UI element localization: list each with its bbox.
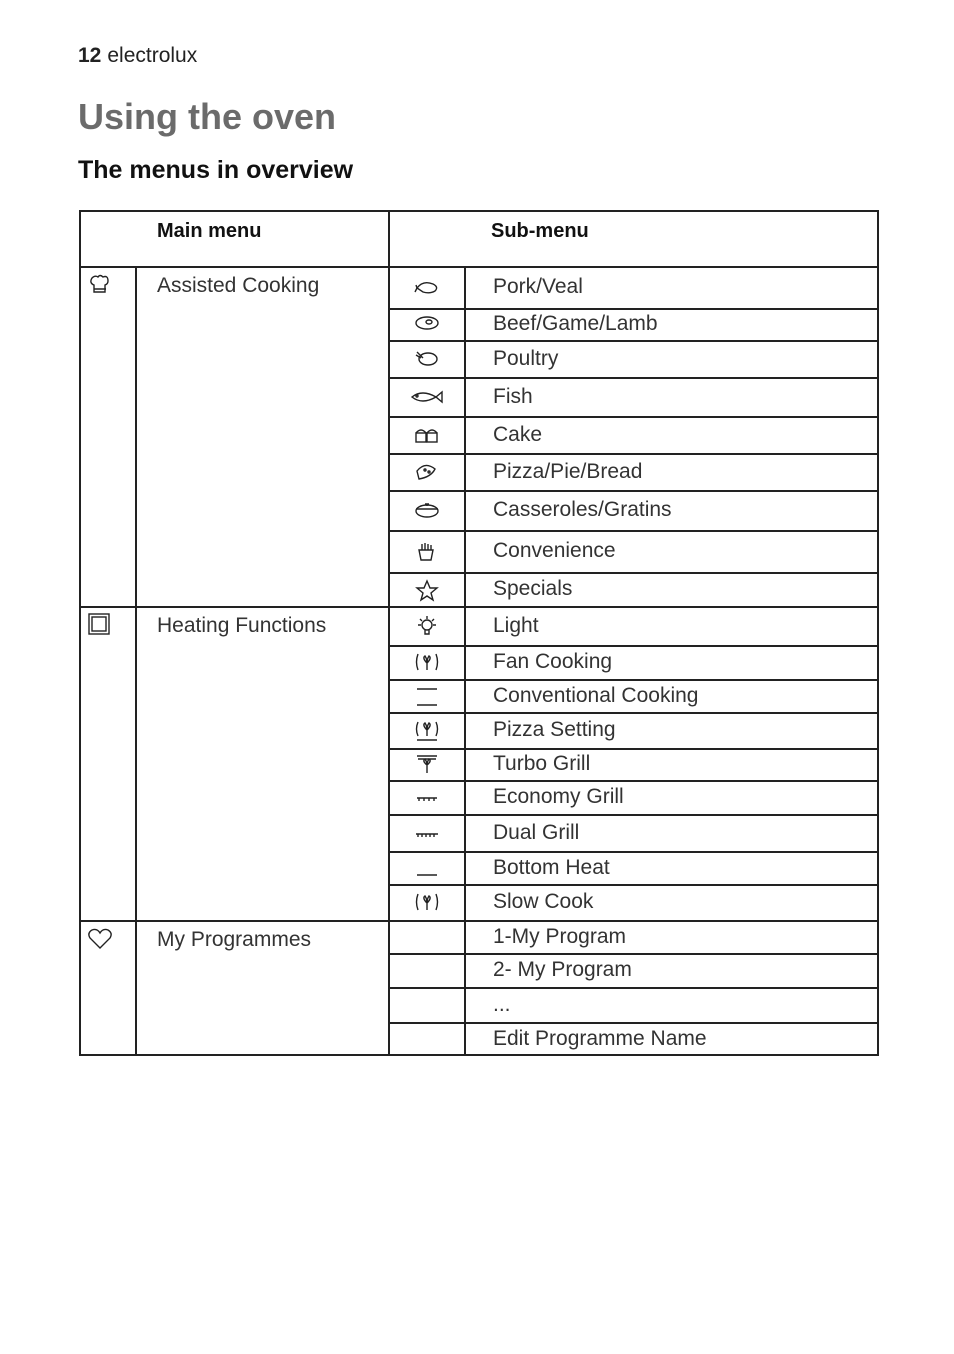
fries-icon xyxy=(390,532,464,572)
main-menu-item: Heating Functions xyxy=(157,614,327,637)
sub-menu-item: Light xyxy=(493,613,539,637)
sub-menu-item: Poultry xyxy=(493,346,559,370)
sub-menu-item: Pizza Setting xyxy=(493,718,616,741)
sub-menu-item: Pork/Veal xyxy=(493,275,583,298)
turbo-grill-icon xyxy=(390,750,464,780)
sub-menu-item: Beef/Game/Lamb xyxy=(493,312,658,335)
sub-menu-item: Conventional Cooking xyxy=(493,683,699,707)
header-divider xyxy=(81,266,877,268)
main-menu-item: My Programmes xyxy=(157,928,312,951)
sub-menu-item: Cake xyxy=(493,422,543,446)
section-title: The menus in overview xyxy=(78,156,354,184)
star-icon xyxy=(390,574,464,606)
sub-menu-item: Economy Grill xyxy=(493,785,624,808)
sub-row-divider xyxy=(388,953,877,955)
oven-icon xyxy=(85,610,115,638)
cake-icon xyxy=(390,418,464,453)
fish-icon xyxy=(390,379,464,416)
sub-menu-item: Turbo Grill xyxy=(493,752,591,775)
pizza-setting-icon xyxy=(390,714,464,748)
sub-menu-item: Dual Grill xyxy=(493,820,580,844)
sub-menu-item: Fan Cooking xyxy=(493,650,613,673)
column-header-main-menu: Main menu xyxy=(157,220,262,242)
page-header xyxy=(78,44,197,68)
sub-menu-item: Casseroles/Gratins xyxy=(493,498,672,521)
sub-menu-item: Specials xyxy=(493,577,573,600)
sub-menu-item: Bottom Heat xyxy=(493,855,610,879)
light-bulb-icon xyxy=(390,608,464,645)
steak-icon xyxy=(390,310,464,340)
group-divider xyxy=(81,920,877,922)
pork-leg-icon xyxy=(390,268,464,308)
sub-menu-item: Slow Cook xyxy=(493,890,594,913)
sub-menu-item: 2- My Program xyxy=(493,958,632,981)
sub-menu-item: Convenience xyxy=(493,539,616,562)
sub-menu-item: Fish xyxy=(493,384,533,408)
divider-v-main-icon xyxy=(135,266,137,1056)
sub-menu-item: 1-My Program xyxy=(493,924,627,948)
page-title: Using the oven xyxy=(78,96,337,137)
poultry-icon xyxy=(390,342,464,377)
sub-menu-item: Pizza/Pie/Bread xyxy=(493,459,643,483)
heart-icon xyxy=(85,924,115,952)
fan-icon xyxy=(390,647,464,679)
divider-v-sub-icon xyxy=(464,266,466,1056)
sub-menu-item: ... xyxy=(493,992,511,1016)
economy-grill-icon xyxy=(390,782,464,814)
group-divider xyxy=(81,606,877,608)
casserole-icon xyxy=(390,492,464,530)
menu-overview-table xyxy=(79,210,879,1056)
column-header-sub-menu: Sub-menu xyxy=(491,220,589,242)
pizza-icon xyxy=(390,455,464,490)
top-bottom-heat-icon xyxy=(390,681,464,712)
main-menu-item: Assisted Cooking xyxy=(157,274,320,297)
slow-cook-icon xyxy=(390,886,464,920)
dual-grill-icon xyxy=(390,816,464,851)
chef-hat-icon xyxy=(85,270,115,298)
page-number: 12 xyxy=(78,44,102,67)
bottom-heat-icon xyxy=(390,853,464,884)
sub-row-divider xyxy=(388,987,877,989)
sub-menu-item: Edit Programme Name xyxy=(493,1027,707,1050)
brand-name: electrolux xyxy=(107,44,198,67)
sub-row-divider xyxy=(388,1022,877,1024)
